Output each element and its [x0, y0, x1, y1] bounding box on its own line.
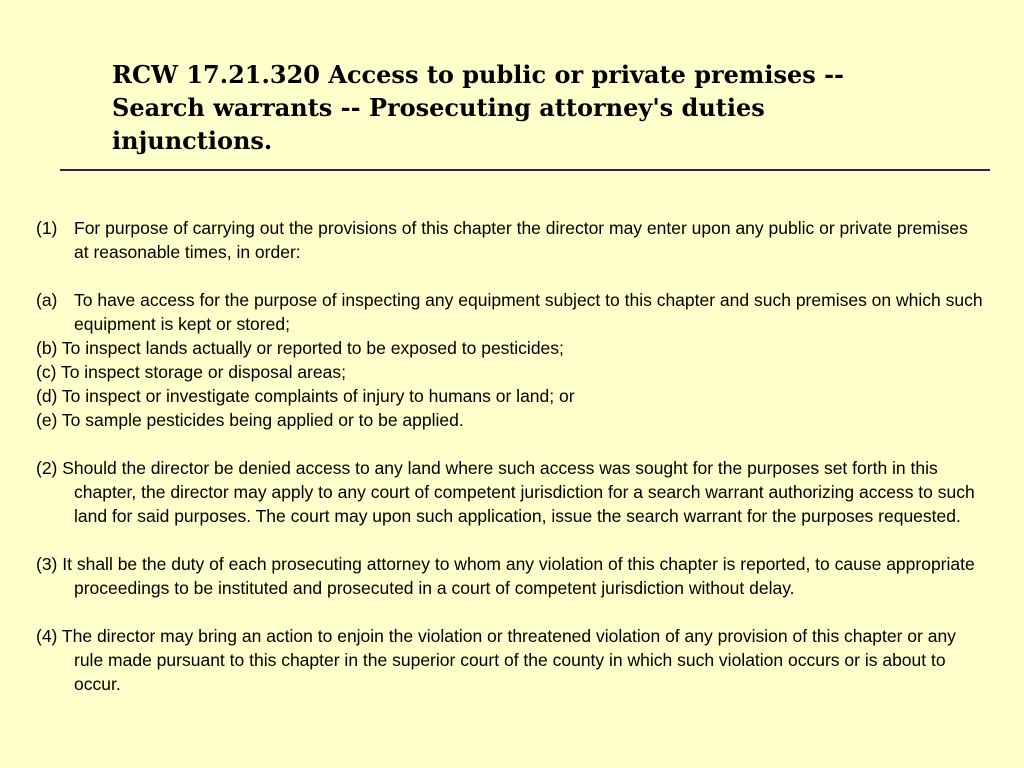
spacer	[36, 264, 986, 288]
section-4: (4) The director may bring an action to enjoin the violation or threatened violation of any provision of this chapter or any rule made pursuant to this chapter in the superior court of the county in which such violation occurs or is about to occur.	[36, 626, 956, 694]
section-2: (2) Should the director be denied access to any land where such access was sought for the purposes set forth in this chapter, the director may apply to any court of competent jurisdiction for a search warrant authorizing access to such land for said purposes. The court may upon such application, issue the search warrant for the purposes requested.	[36, 458, 975, 526]
section-1a-text: To have access for the purpose of inspecting any equipment subject to this chapter and such premises on which such equipment is kept or stored;	[74, 290, 983, 334]
spacer	[36, 432, 986, 456]
section-1e: (e) To sample pesticides being applied or to be applied.	[36, 410, 464, 430]
section-1-text: For purpose of carrying out the provisions of this chapter the director may enter upon any public or private premises at reasonable times, in order:	[74, 218, 968, 262]
section-1d: (d) To inspect or investigate complaints of injury to humans or land; or	[36, 386, 575, 406]
spacer	[36, 600, 986, 624]
section-1a	[36, 288, 986, 336]
title-divider	[60, 169, 990, 171]
section-3: (3) It shall be the duty of each prosecuting attorney to whom any violation of this chapter is reported, to cause appropriate proceedings to be instituted and prosecuted in a court of competent jurisdiction without delay.	[36, 554, 975, 598]
section-1a-label: (a)	[36, 290, 58, 310]
section-1c: (c) To inspect storage or disposal areas;	[36, 362, 346, 382]
statute-body	[36, 216, 986, 696]
spacer	[36, 528, 986, 552]
section-1-label: (1)	[36, 218, 58, 238]
section-1	[36, 216, 986, 264]
page-title: RCW 17.21.320 Access to public or private premises -- Search warrants -- Prosecuting attorney's duties injunctions.	[112, 60, 845, 155]
section-1b: (b) To inspect lands actually or reported to be exposed to pesticides;	[36, 338, 564, 358]
